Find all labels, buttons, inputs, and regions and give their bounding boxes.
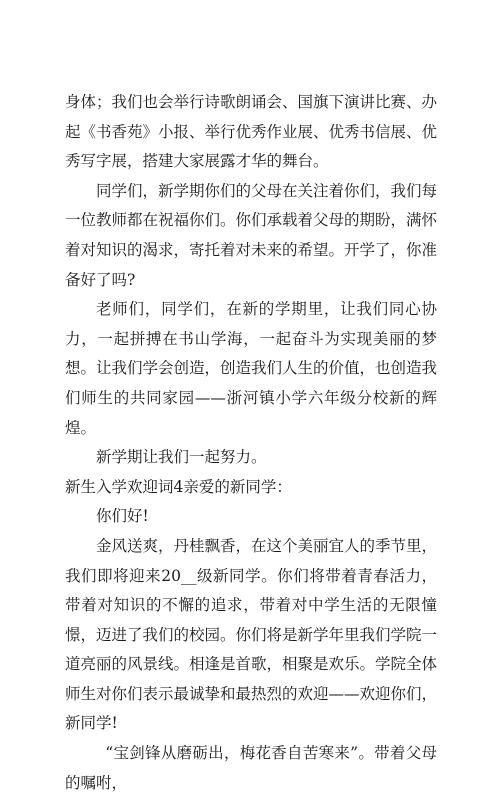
paragraph-students-parents: 同学们，新学期你们的父母在关注着你们，我们每一位教师都在祝福你们。你们承载着父母的期盼，满怀着对知识的渴求，寄托着对未来的希望。开学了，你准备好了吗? (65, 181, 438, 289)
section-heading-welcome-speech: 新生入学欢迎词4亲爱的新同学： (65, 477, 292, 496)
paragraph-greeting: 你们好! (96, 507, 149, 526)
paragraph-welcome: 金风送爽，丹桂飘香，在这个美丽宜人的季节里，我们即将迎来20__级新同学。你们将带着青春活力，带着对知识的不懈的追求，带着对中学生活的无限憧憬，迈进了我们的校园。你们将是新学年里我们学院一道亮丽的风景线。相逢是首歌，相聚是欢乐。学院全体师生对你们表示最诚挚和最热烈的欢迎——欢迎你们，新同学! (65, 536, 438, 733)
paragraph-new-semester: 新学期让我们一起努力。 (96, 448, 267, 467)
document-body (65, 88, 437, 798)
paragraph-activities: 身体；我们也会举行诗歌朗诵会、国旗下演讲比赛、办起《书香苑》小报、举行优秀作业展、优秀书信展、优秀写字展，搭建大家展露才华的舞台。 (65, 93, 438, 171)
paragraph-teachers-students: 老师们，同学们，在新的学期里，让我们同心协力，一起拼搏在书山学海，一起奋斗为实现美丽的梦想。让我们学会创造，创造我们人生的价值，也创造我们师生的共同家园——浙河镇小学六年级分校新的辉煌。 (65, 300, 438, 437)
paragraph-quote: “宝剑锋从磨砺出，梅花香自苦寒来”。带着父母的嘱咐， (65, 744, 437, 792)
